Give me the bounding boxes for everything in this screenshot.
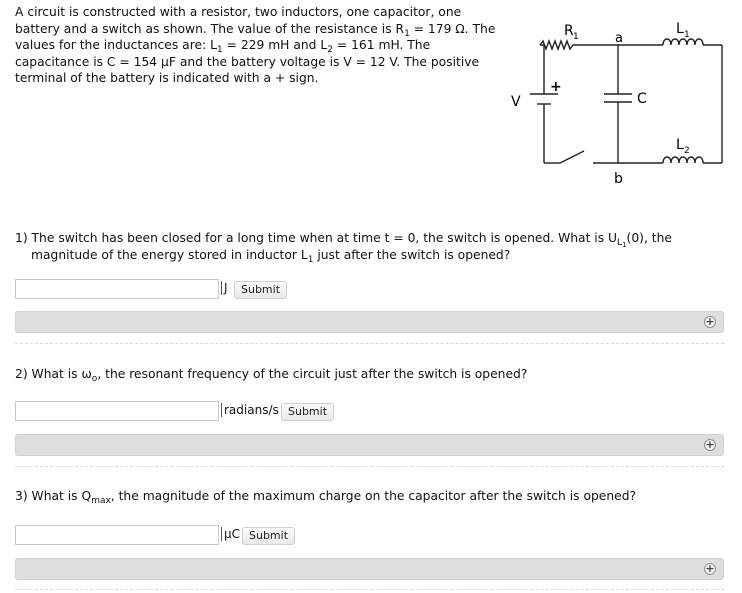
submit-button-2[interactable]: Submit <box>281 403 334 421</box>
circuit-diagram <box>500 5 740 195</box>
capacitor-label: C <box>637 91 647 107</box>
unit-label-1: J <box>221 281 228 295</box>
unit-label-3: μC <box>221 527 240 541</box>
l1-label: L <box>676 21 684 37</box>
question-sub: L <box>617 238 623 248</box>
node-b-label: b <box>614 171 623 187</box>
unit-label-2: radians/s <box>221 403 279 417</box>
question-number: 3) <box>15 489 28 503</box>
intro-text-part: = 179 Ω. The values for the inductances are: L <box>15 21 496 52</box>
intro-text-part: A circuit is constructed with a resistor, two inductors, one capacitor, one battery and a switch as shown. The value of the resistance is R <box>15 5 462 36</box>
switch-lever <box>560 151 584 163</box>
hint-bar-2[interactable] <box>15 434 724 456</box>
battery-plus-sign: + <box>550 79 562 95</box>
question-text-part: The switch has been closed for a long time when at time t = 0, the switch is opened. What is U <box>31 231 618 245</box>
question-sub: 1 <box>622 241 627 249</box>
question-text-part: What is ω <box>31 367 92 381</box>
r1-sub: 1 <box>573 32 579 42</box>
problem-statement <box>15 4 505 87</box>
question-text-part: (0), the magnitude of the energy stored in inductor L <box>31 231 672 262</box>
hint-bar-3[interactable] <box>15 558 724 580</box>
answer-input-2[interactable] <box>15 401 219 421</box>
separator <box>15 343 724 344</box>
question-sub: max <box>91 496 111 506</box>
question-sub: 1 <box>307 254 314 265</box>
question-3 <box>15 488 727 505</box>
plus-circle-icon[interactable]: + <box>705 562 715 575</box>
question-number: 2) <box>15 367 28 381</box>
inductor-l2 <box>663 157 703 163</box>
r1-label: R <box>564 23 574 39</box>
submit-button-3[interactable]: Submit <box>242 527 295 545</box>
intro-text-part: = 229 mH and L <box>222 38 328 52</box>
question-text-part: , the resonant frequency of the circuit just after the switch is opened? <box>97 367 528 381</box>
l2-label: L <box>676 137 684 153</box>
question-text-part: What is Q <box>31 489 92 503</box>
hint-bar-1[interactable] <box>15 311 724 333</box>
question-2 <box>15 366 727 383</box>
separator <box>15 589 724 590</box>
answer-input-3[interactable] <box>15 525 219 545</box>
battery-label: V <box>511 94 521 110</box>
question-1 <box>15 230 727 263</box>
separator <box>15 466 724 467</box>
submit-button-1[interactable]: Submit <box>234 281 287 299</box>
inductor-l1 <box>663 39 703 45</box>
intro-text-part: = 161 mH. The capacitance is C = 154 μF and the battery voltage is V = 12 V. The positive terminal of the battery is indicated with a + sign. <box>15 38 480 85</box>
l2-sub: 2 <box>684 146 690 156</box>
question-text-part: , the magnitude of the maximum charge on the capacitor after the switch is opened? <box>110 489 637 503</box>
question-1-text <box>15 230 727 263</box>
plus-circle-icon[interactable]: + <box>705 315 715 328</box>
node-a-label: a <box>615 31 623 46</box>
question-text-part: just after the switch is opened? <box>313 247 511 262</box>
question-2-text <box>15 366 727 383</box>
plus-circle-icon[interactable]: + <box>705 438 715 451</box>
l1-sub: 1 <box>684 30 690 40</box>
question-3-text <box>15 488 727 505</box>
question-sub: o <box>91 374 98 384</box>
resistor-r1 <box>540 41 596 49</box>
intro-sub: 1 <box>216 45 223 55</box>
answer-input-1[interactable] <box>15 279 219 299</box>
intro-sub: 2 <box>327 45 333 55</box>
question-number: 1) <box>15 231 28 245</box>
intro-sub: 1 <box>404 28 410 39</box>
